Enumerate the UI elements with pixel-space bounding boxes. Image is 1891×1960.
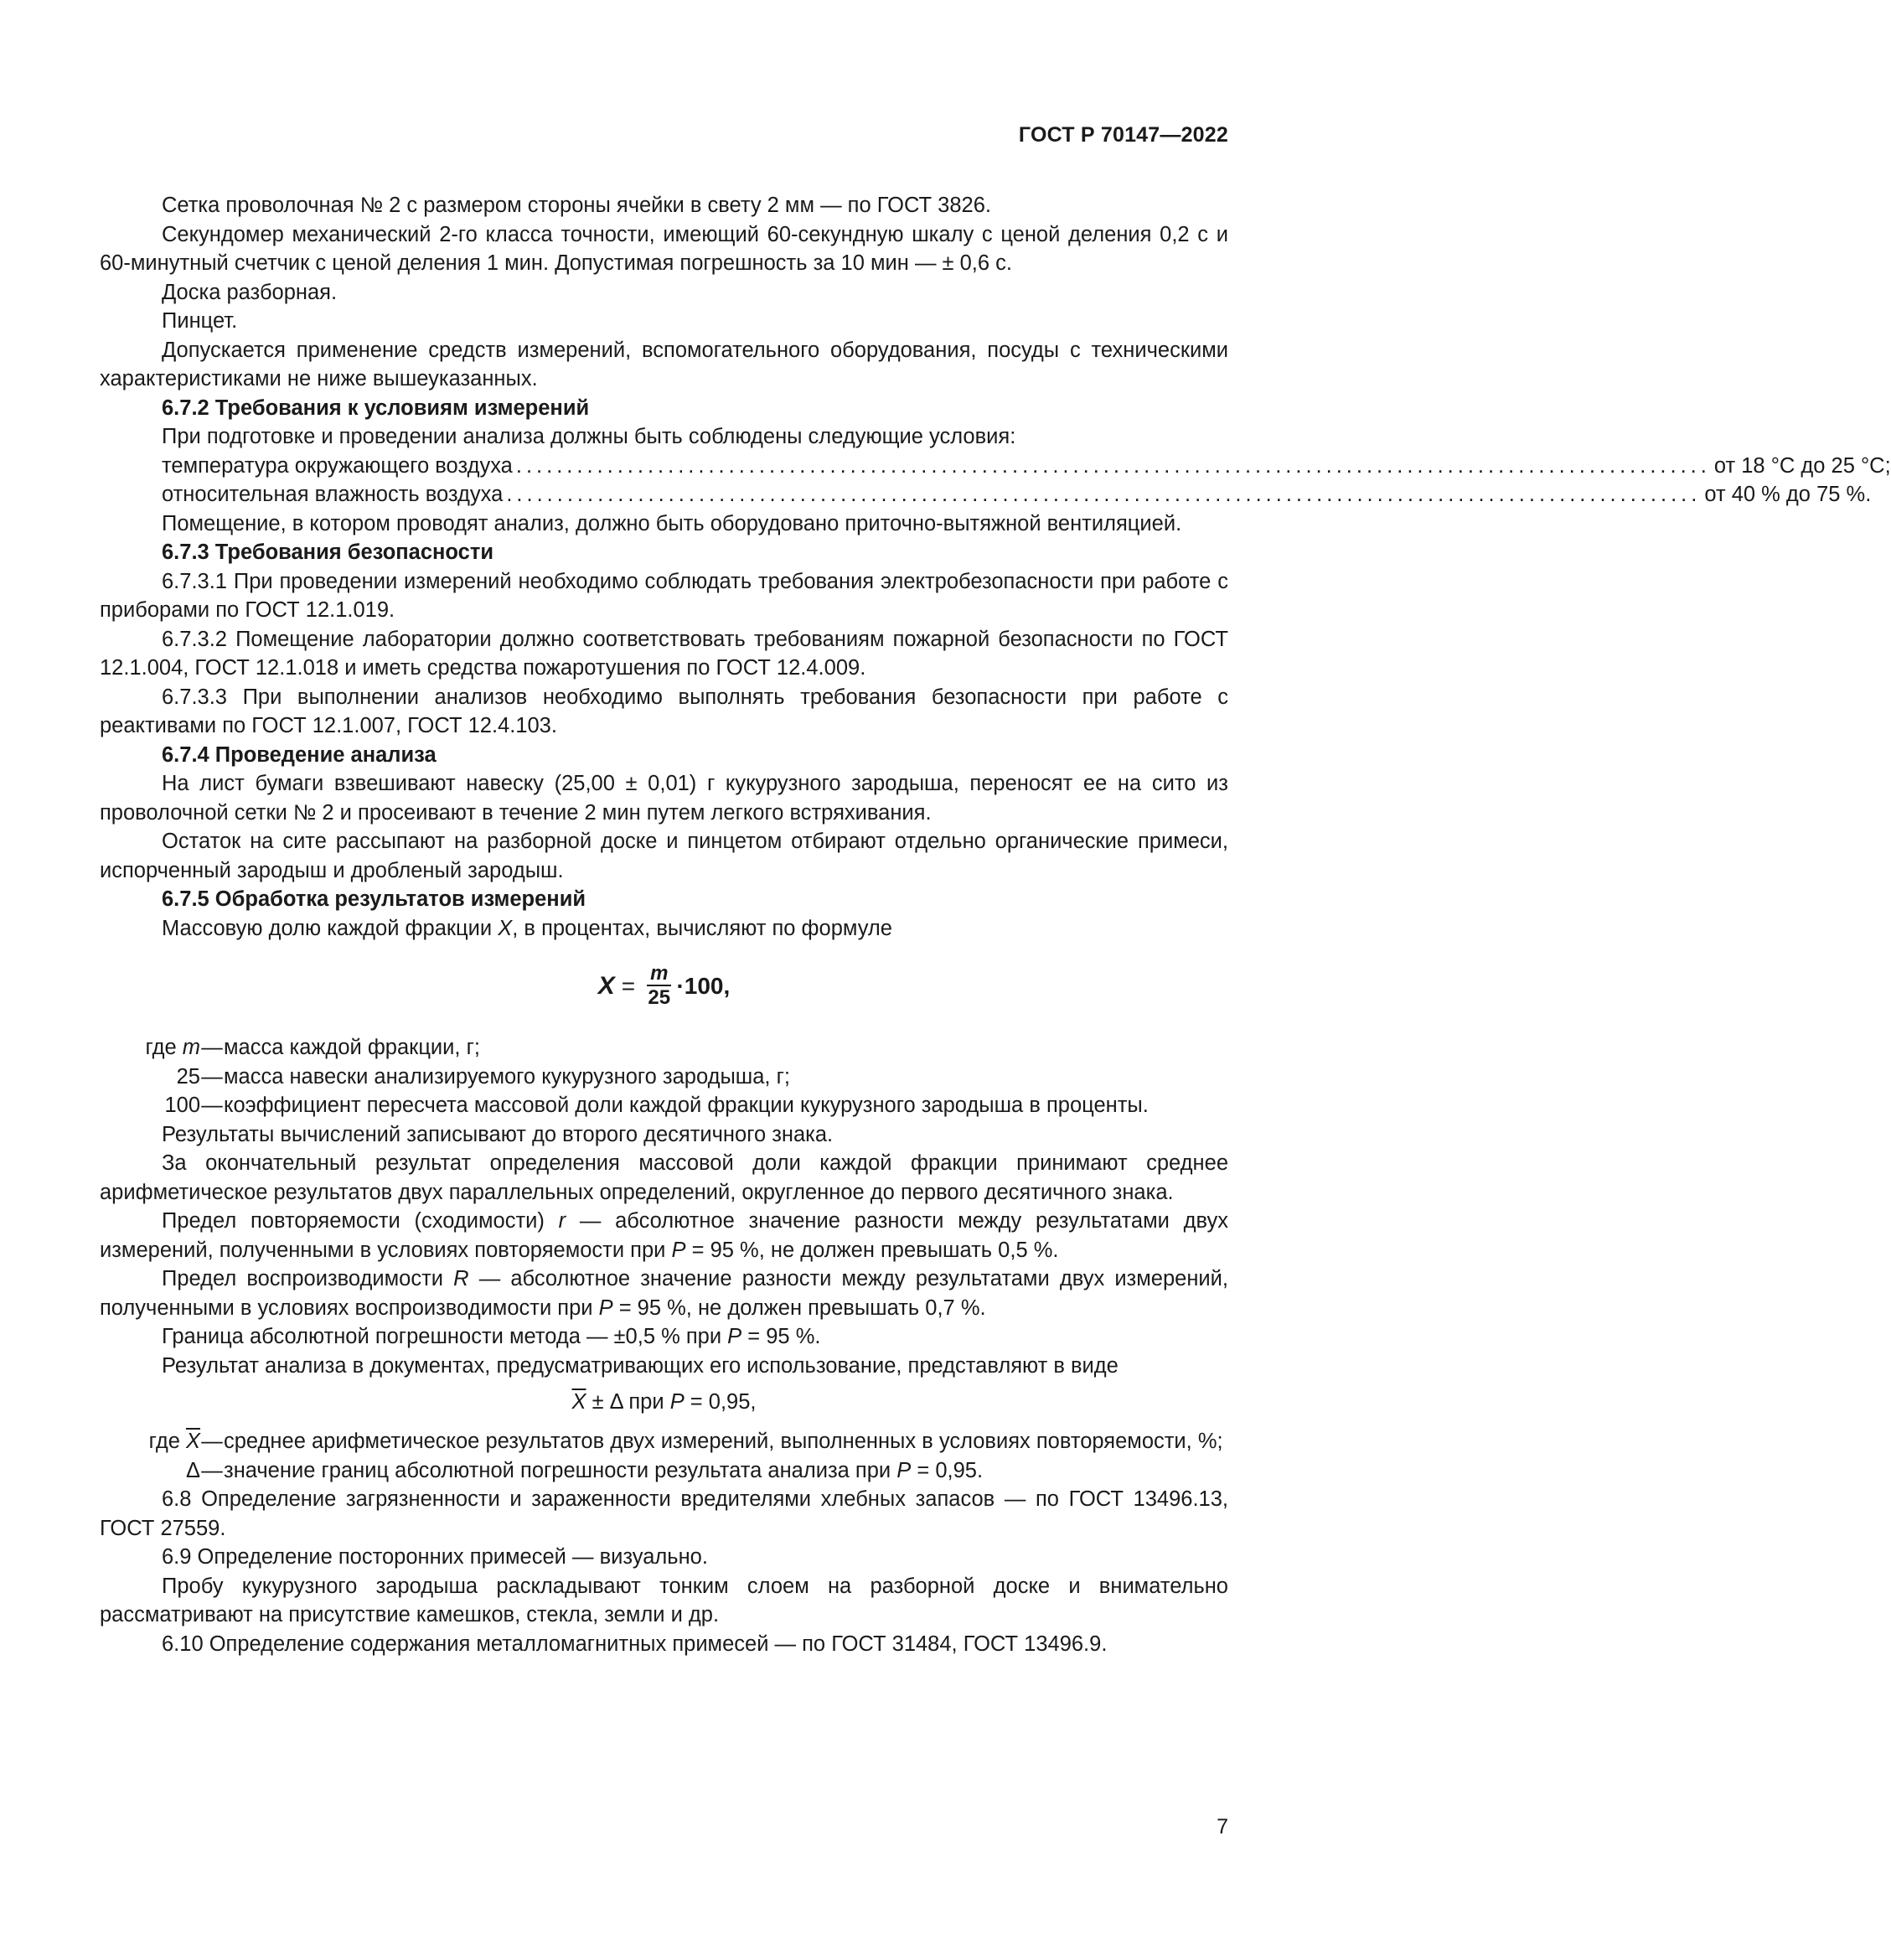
- where-text: масса каждой фракции, г;: [224, 1036, 480, 1059]
- paragraph: На лист бумаги взвешивают навеску (25,00 ± 0,01) г кукурузного зародыша, переносят ее на сито из проволочной сетки № 2 и просеивают в течение 2 мин путем легкого встряхивания.: [100, 772, 1228, 825]
- section-heading-6-7-5: 6.7.5 Обработка результатов измерений: [162, 887, 586, 911]
- section-heading-6-7-4: 6.7.4 Проведение анализа: [162, 742, 437, 767]
- where-text: коэффициент пересчета массовой доли каждой фракции кукурузного зародыша в проценты.: [224, 1094, 1149, 1117]
- where-text: масса навески анализируемого кукурузного зародыша, г;: [224, 1064, 790, 1089]
- formula-mass-fraction: [100, 946, 1228, 1027]
- formula-tail: ·100,: [676, 972, 731, 999]
- where-list-1: [100, 1033, 1228, 1120]
- text: Массовую долю каждой фракции: [162, 916, 499, 940]
- formula-lhs: X: [597, 971, 615, 1000]
- x-bar: $\overline{X}$: [571, 1390, 586, 1414]
- where-symbol: 25: [176, 1064, 200, 1089]
- where-symbol: где m: [145, 1036, 200, 1059]
- paragraph: Предел воспроизводимости R — абсолютное значение разности между результатами двух измерений, полученными в условиях воспроизводимости при P = 95 %, не должен превышать 0,7 %.: [100, 1267, 1228, 1320]
- paragraph: Доска разборная.: [162, 280, 338, 304]
- where-text: значение границ абсолютной погрешности результата анализа при P = 0,95.: [224, 1458, 984, 1482]
- formula-fraction: [647, 963, 671, 1010]
- where-symbol: где $\overline{X}$: [148, 1430, 200, 1453]
- where-symbol: 100: [164, 1094, 200, 1117]
- formula-equals: =: [621, 972, 636, 999]
- paragraph: [100, 914, 1228, 944]
- paragraph: 6.8 Определение загрязненности и зараженности вредителями хлебных запасов — по ГОСТ 13496.13, ГОСТ 27559.: [100, 1487, 1228, 1540]
- paragraph: 6.7.3.3 При выполнении анализов необходимо выполнять требования безопасности при работе с реактивами по ГОСТ 12.1.007, ГОСТ 12.4.103.: [100, 685, 1228, 737]
- paragraph: Остаток на сите рассыпают на разборной доске и пинцетом отбирают отдельно органические примеси, испорченный зародыш и дробленый зародыш.: [100, 830, 1228, 882]
- paragraph: Пробу кукурузного зародыша раскладывают тонким слоем на разборной доске и внимательно рассматривают на присутствие камешков, стекла, земли и др.: [100, 1574, 1228, 1626]
- section-heading-6-7-2: 6.7.2 Требования к условиям измерений: [162, 396, 590, 420]
- condition-row-temperature: [162, 452, 1891, 481]
- dot-leader: ......................................................................................................................: [515, 453, 1711, 478]
- where-dash: —: [201, 1430, 223, 1453]
- paragraph: Граница абсолютной погрешности метода — ±0,5 % при P = 95 %.: [162, 1325, 821, 1348]
- condition-label: относительная влажность воздуха: [162, 483, 504, 506]
- paragraph: Помещение, в котором проводят анализ, должно быть оборудовано приточно-вытяжной вентиляцией.: [162, 511, 1182, 535]
- condition-value: от 18 °С до 25 °С;: [1713, 453, 1891, 478]
- condition-row-humidity: [162, 480, 1872, 509]
- condition-label: температура окружающего воздуха: [162, 453, 513, 478]
- where-dash: —: [201, 1064, 223, 1089]
- dot-leader: ......................................................................................................................: [506, 483, 1702, 506]
- paragraph: Результаты вычислений записывают до второго десятичного знака.: [162, 1122, 834, 1146]
- where-list-2: [100, 1427, 1228, 1485]
- where-dash: —: [201, 1094, 223, 1117]
- condition-value: от 40 % до 75 %.: [1704, 483, 1872, 506]
- paragraph: Предел повторяемости (сходимости) r — абсолютное значение разности между результатами двух измерений, полученными в условиях повторяемости при P = 95 %, не должен превышать 0,5 %.: [100, 1209, 1228, 1262]
- page-number: 7: [1217, 1815, 1228, 1838]
- variable: X: [498, 916, 513, 940]
- paragraph: Результат анализа в документах, предусматривающих его использование, представляют в виде: [162, 1353, 1119, 1378]
- section-heading-6-7-3: 6.7.3 Требования безопасности: [162, 540, 494, 564]
- text: , в процентах, вычисляют по формуле: [512, 916, 892, 940]
- paragraph: Пинцет.: [162, 309, 238, 333]
- paragraph: 6.9 Определение посторонних примесей — визуально.: [162, 1545, 708, 1569]
- paragraph: Сетка проволочная № 2 с размером стороны ячейки в свету 2 мм — по ГОСТ 3826.: [162, 194, 991, 217]
- paragraph: Допускается применение средств измерений, вспомогательного оборудования, посуды с техническими характеристиками не ниже вышеуказанных.: [100, 338, 1228, 390]
- formula-numerator: m: [647, 963, 671, 986]
- paragraph: За окончательный результат определения массовой доли каждой фракции принимают среднее арифметическое результатов двух параллельных определений, округленное до первого десятичного знака.: [100, 1151, 1228, 1204]
- paragraph: 6.10 Определение содержания металломагнитных примесей — по ГОСТ 31484, ГОСТ 13496.9.: [162, 1632, 1108, 1656]
- where-dash: —: [201, 1458, 223, 1482]
- document-body: [100, 191, 1891, 1658]
- where-symbol: Δ: [185, 1458, 200, 1482]
- where-dash: —: [201, 1036, 223, 1059]
- paragraph: При подготовке и проведении анализа должны быть соблюдены следующие условия:: [162, 425, 1016, 448]
- paragraph: 6.7.3.1 При проведении измерений необходимо соблюдать требования электробезопасности при работе с приборами по ГОСТ 12.1.019.: [100, 569, 1228, 622]
- paragraph: 6.7.3.2 Помещение лаборатории должно соответствовать требованиям пожарной безопасности по ГОСТ 12.1.004, ГОСТ 12.1.018 и иметь средства пожаротушения по ГОСТ 12.4.009.: [100, 627, 1228, 680]
- paragraph: Секундомер механический 2-го класса точности, имеющий 60-секундную шкалу с ценой деления 0,2 с и 60-минутный счетчик с ценой деления 1 мин. Допустимая погрешность за 10 мин — ± 0,6 с.: [100, 222, 1228, 275]
- formula-denominator: 25: [648, 986, 671, 1009]
- where-text: среднее арифметическое результатов двух измерений, выполненных в условиях повторяемости, %;: [224, 1430, 1223, 1453]
- formula-result: $\overline{X} \pm \Delta$ при P = 0,95,: [571, 1390, 757, 1414]
- doc-code-header: ГОСТ Р 70147—2022: [1018, 123, 1228, 147]
